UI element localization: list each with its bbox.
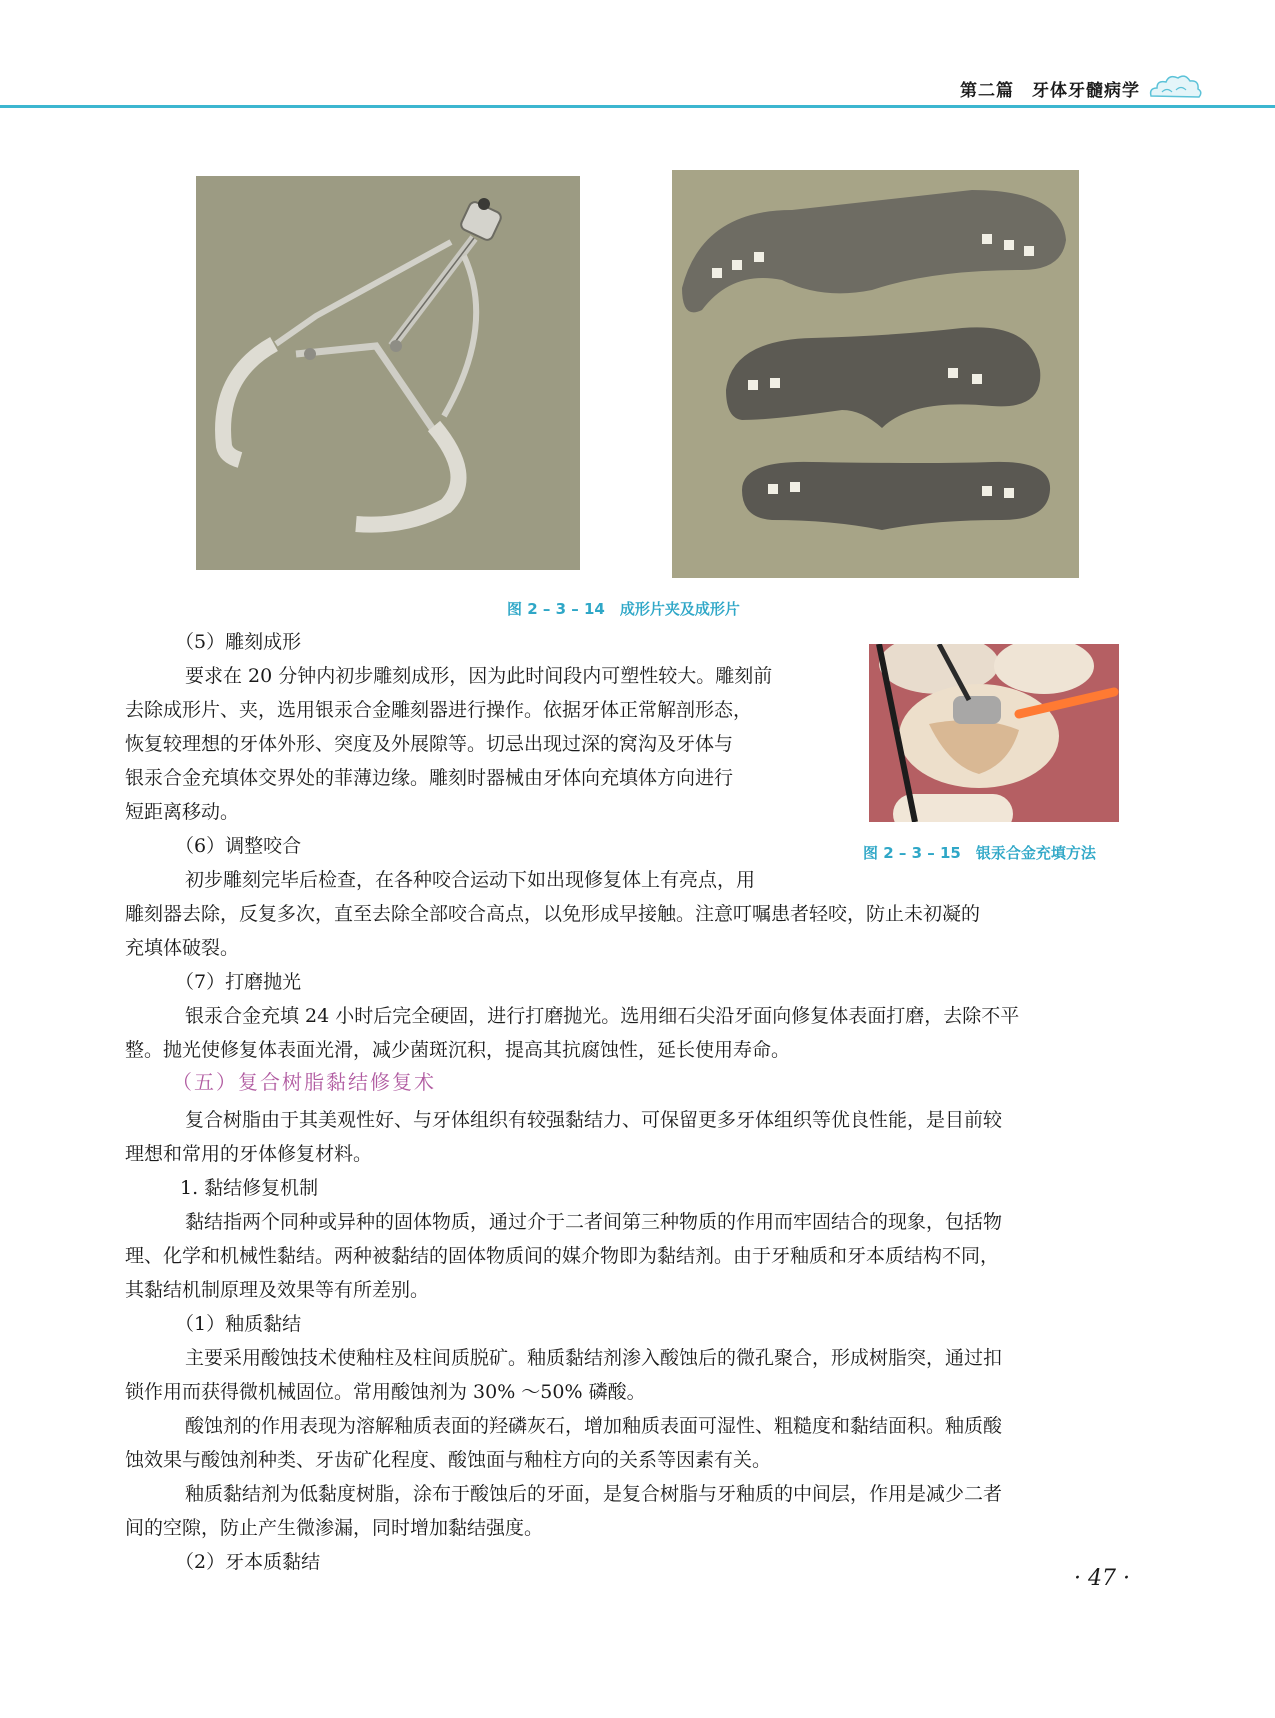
matrix-bands-photo	[672, 170, 1079, 578]
heading-bonding-mechanism: 1. 黏结修复机制	[180, 1177, 319, 1199]
paragraph-line: 酸蚀剂的作用表现为溶解釉质表面的羟磷灰石，增加釉质表面可湿性、粗糙度和黏结面积。釉质酸	[185, 1415, 1003, 1437]
heading-5-carving: （5）雕刻成形	[175, 631, 302, 653]
cloud-ornament-icon	[1147, 70, 1203, 102]
heading-dentin-bonding: （2）牙本质黏结	[175, 1551, 321, 1573]
paragraph-line: 釉质黏结剂为低黏度树脂，涂布于酸蚀后的牙面，是复合树脂与牙釉质的中间层，作用是减少二者	[185, 1483, 1003, 1505]
paragraph-line: 复合树脂由于其美观性好、与牙体组织有较强黏结力、可保留更多牙体组织等优良性能，是目前较	[185, 1109, 1003, 1131]
paragraph-line: 锁作用而获得微机械固位。常用酸蚀剂为 30% ～50% 磷酸。	[125, 1381, 646, 1403]
heading-6-occlusion: （6）调整咬合	[175, 835, 302, 857]
paragraph-line: 其黏结机制原理及效果等有所差别。	[125, 1279, 430, 1301]
paragraph-line: 短距离移动。	[125, 801, 240, 823]
heading-7-polishing: （7）打磨抛光	[175, 971, 302, 993]
paragraph-line: 去除成形片、夹，选用银汞合金雕刻器进行操作。依据牙体正常解剖形态，	[125, 699, 753, 721]
paragraph-line: 充填体破裂。	[125, 937, 240, 959]
heading-enamel-bonding: （1）釉质黏结	[175, 1313, 302, 1335]
figure-caption-2-3-14: 图 2 – 3 – 14 成形片夹及成形片	[507, 600, 740, 618]
paragraph-line: 理想和常用的牙体修复材料。	[125, 1143, 373, 1165]
paragraph-line: 要求在 20 分钟内初步雕刻成形，因为此时间段内可塑性较大。雕刻前	[185, 665, 773, 687]
amalgam-filling-photo	[869, 644, 1119, 822]
paragraph-line: 初步雕刻完毕后检查，在各种咬合运动下如出现修复体上有亮点，用	[185, 869, 756, 891]
paragraph-line: 理、化学和机械性黏结。两种被黏结的固体物质间的媒介物即为黏结剂。由于牙釉质和牙本质结构不同，	[125, 1245, 1000, 1267]
section-heading-composite-resin: （五）复合树脂黏结修复术	[172, 1070, 436, 1094]
paragraph-line: 银汞合金充填体交界处的菲薄边缘。雕刻时器械由牙体向充填体方向进行	[125, 767, 734, 789]
paragraph-line: 黏结指两个同种或异种的固体物质，通过介于二者间第三种物质的作用而牢固结合的现象，包括物	[185, 1211, 1003, 1233]
paragraph-line: 恢复较理想的牙体外形、突度及外展隙等。切忌出现过深的窝沟及牙体与	[125, 733, 734, 755]
paragraph-line: 银汞合金充填 24 小时后完全硬固，进行打磨抛光。选用细石尖沿牙面向修复体表面打磨，去除不平	[185, 1005, 1020, 1027]
header-rule	[0, 105, 1275, 108]
running-header: 第二篇 牙体牙髓病学	[960, 81, 1140, 101]
page-number: · 47 ·	[1074, 1566, 1130, 1591]
paragraph-line: 雕刻器去除，反复多次，直至去除全部咬合高点，以免形成早接触。注意叮嘱患者轻咬，防止未初凝的	[125, 903, 981, 925]
paragraph-line: 整。抛光使修复体表面光滑，减少菌斑沉积，提高其抗腐蚀性，延长使用寿命。	[125, 1039, 791, 1061]
paragraph-line: 间的空隙，防止产生微渗漏，同时增加黏结强度。	[125, 1517, 544, 1539]
matrix-retainer-photo	[196, 176, 580, 570]
paragraph-line: 蚀效果与酸蚀剂种类、牙齿矿化程度、酸蚀面与釉柱方向的关系等因素有关。	[125, 1449, 772, 1471]
figure-caption-2-3-15: 图 2 – 3 – 15 银汞合金充填方法	[863, 844, 1096, 862]
paragraph-line: 主要采用酸蚀技术使釉柱及柱间质脱矿。釉质黏结剂渗入酸蚀后的微孔聚合，形成树脂突，通过扣	[185, 1347, 1003, 1369]
